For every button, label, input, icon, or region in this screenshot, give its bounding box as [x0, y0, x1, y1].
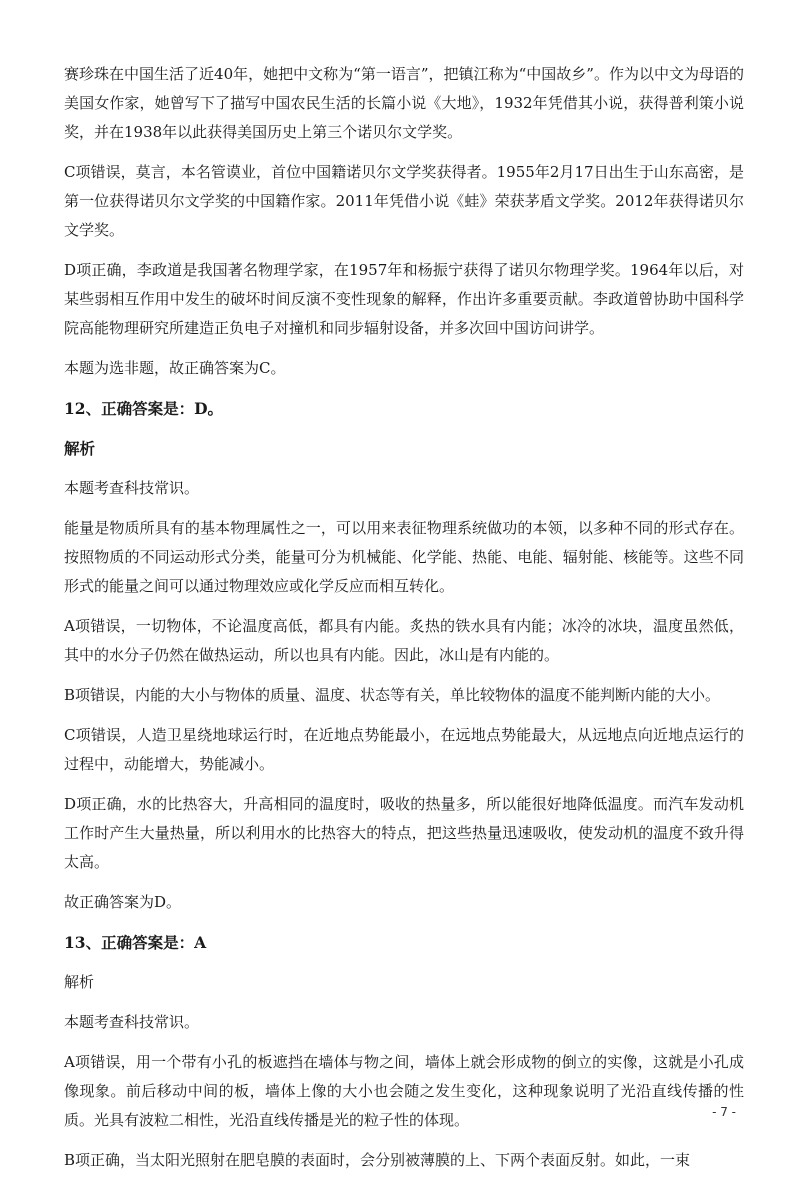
paragraph: D项正确，水的比热容大，升高相同的温度时，吸收的热量多，所以能很好地降低温度。而汽车发动机工作时产生大量热量，所以利用水的比热容大的特点，把这些热量迅速吸收，使发动机的温度不致升得太高。	[64, 795, 744, 871]
document-page	[64, 60, 744, 1186]
paragraph: A项错误，用一个带有小孔的板遮挡在墙体与物之间，墙体上就会形成物的倒立的实像，这就是小孔成像现象。前后移动中间的板，墙体上像的大小也会随之发生变化，这种现象说明了光沿直线传播的性质。光具有波粒二相性，光沿直线传播是光的粒子性的体现。	[64, 1053, 744, 1129]
paragraph: D项正确，李政道是我国著名物理学家，在1957年和杨振宁获得了诺贝尔物理学奖。1964年以后，对某些弱相互作用中发生的破坏时间反演不变性现象的解释，作出许多重要贡献。李政道曾协助中国科学院高能物理研究所建造正负电子对撞机和同步辐射设备，并多次回中国访问讲学。	[64, 261, 744, 337]
paragraph: 本题考查科技常识。	[64, 1013, 200, 1031]
paragraph: C项错误，人造卫星绕地球运行时，在近地点势能最小，在远地点势能最大，从远地点向近地点运行的过程中，动能增大，势能减小。	[64, 726, 744, 773]
analysis-heading: 解析	[64, 973, 95, 991]
paragraph: B项正确，当太阳光照射在肥皂膜的表面时，会分别被薄膜的上、下两个表面反射。如此，一束	[64, 1151, 691, 1169]
paragraph: 故正确答案为D。	[64, 893, 182, 911]
paragraph: A项错误，一切物体，不论温度高低，都具有内能。炙热的铁水具有内能；冰冷的冰块，温度虽然低，其中的水分子仍然在做热运动，所以也具有内能。因此，冰山是有内能的。	[64, 617, 744, 664]
paragraph: 能量是物质所具有的基本物理属性之一，可以用来表征物理系统做功的本领，以多种不同的形式存在。按照物质的不同运动形式分类，能量可分为机械能、化学能、热能、电能、辐射能、核能等。这些不同形式的能量之间可以通过物理效应或化学反应而相互转化。	[64, 519, 744, 595]
paragraph: C项错误，莫言，本名管谟业，首位中国籍诺贝尔文学奖获得者。1955年2月17日出生于山东高密，是第一位获得诺贝尔文学奖的中国籍作家。2011年凭借小说《蛙》荣获茅盾文学奖。2012年获得诺贝尔文学奖。	[64, 163, 744, 239]
paragraph: 本题考查科技常识。	[64, 479, 200, 497]
page-number: - 7 -	[712, 1105, 736, 1119]
paragraph: B项错误，内能的大小与物体的质量、温度、状态等有关，单比较物体的温度不能判断内能的大小。	[64, 686, 721, 704]
paragraph: 本题为选非题，故正确答案为C。	[64, 359, 286, 377]
answer-heading-13: 13、正确答案是：A	[64, 933, 207, 952]
answer-heading-12: 12、正确答案是：D。	[64, 399, 224, 418]
paragraph: 赛珍珠在中国生活了近40年，她把中文称为“第一语言”，把镇江称为“中国故乡”。作为以中文为母语的美国女作家，她曾写下了描写中国农民生活的长篇小说《大地》，1932年凭借其小说，获得普利策小说奖，并在1938年以此获得美国历史上第三个诺贝尔文学奖。	[64, 65, 744, 141]
analysis-heading: 解析	[64, 439, 96, 458]
